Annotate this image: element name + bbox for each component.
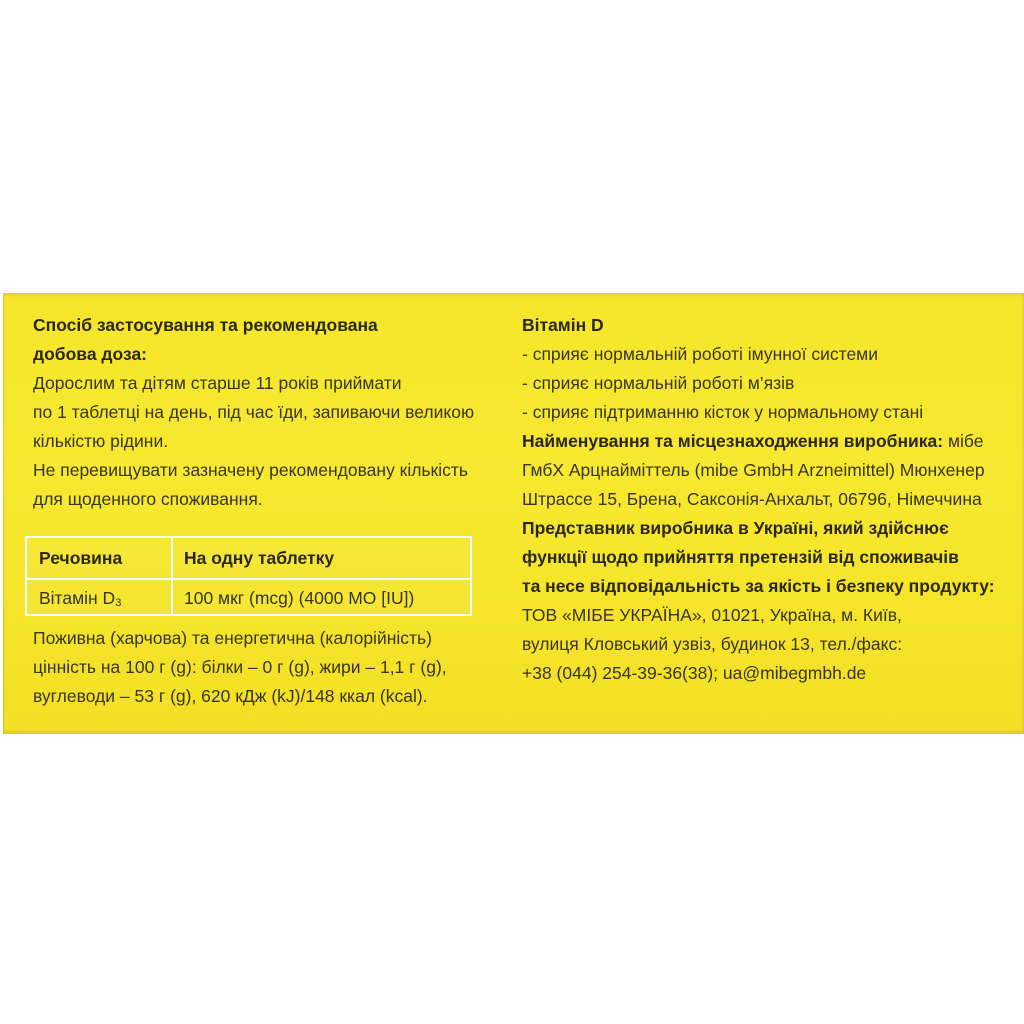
usage-line: Дорослим та дітям старше 11 років приймати — [33, 373, 402, 393]
usage-heading-line2: добова доза: — [33, 344, 148, 364]
vitamin-item: - сприяє нормальній роботі м’язів — [522, 373, 795, 393]
substance-name: Вітамін D — [39, 588, 116, 608]
table-divider — [171, 538, 173, 614]
vitamin-item: - сприяє підтриманню кісток у нормальному стані — [522, 402, 924, 422]
representative-heading-line: Представник виробника в Україні, який здійснює — [522, 518, 949, 538]
info-section — [522, 311, 1022, 688]
usage-line: для щоденного споживання. — [33, 489, 263, 509]
representative-heading-line: та несе відповідальність за якість і безпеку продукту: — [522, 576, 995, 596]
representative-line: вулиця Кловський узвіз, будинок 13, тел./факс: — [522, 634, 903, 654]
manufacturer-line: Штрассе 15, Брена, Саксонія-Анхальт, 06796, Німеччина — [522, 489, 982, 509]
representative-line: +38 (044) 254-39-36(38); ua@mibegmbh.de — [522, 663, 867, 683]
manufacturer-line: ГмбХ Арцнайміттель (mibe GmbH Arzneimittel) Мюнхенер — [522, 460, 985, 480]
manufacturer-line1 — [522, 427, 1022, 456]
table-header-per-tablet: На одну таблетку — [184, 548, 335, 568]
manufacturer-name-start: мібе — [943, 431, 984, 451]
table-header-substance: Речовина — [39, 548, 123, 568]
table-cell-amount: 100 мкг (mcg) (4000 МО [IU]) — [184, 588, 415, 608]
usage-heading-line1: Спосіб застосування та рекомендована — [33, 315, 378, 335]
usage-line: кількістю рідини. — [33, 431, 169, 451]
composition-table — [25, 536, 472, 616]
vitamin-item: - сприяє нормальній роботі імунної системи — [522, 344, 878, 364]
substance-subscript: 3 — [115, 597, 122, 609]
representative-line: ТОВ «МІБЕ УКРАЇНА», 01021, Україна, м. Київ, — [522, 605, 902, 625]
representative-heading-line: функції щодо прийняття претензій від споживачів — [522, 547, 959, 567]
table-cell-substance — [39, 588, 121, 609]
usage-line: Не перевищувати зазначену рекомендовану кількість — [33, 460, 468, 480]
nutrition-section — [33, 624, 503, 711]
nutrition-line: вуглеводи – 53 г (g), 620 кДж (kJ)/148 ккал (kcal). — [33, 686, 428, 706]
usage-section — [33, 311, 493, 514]
nutrition-line: цінність на 100 г (g): білки – 0 г (g), жири – 1,1 г (g), — [33, 657, 447, 677]
vitamin-heading: Вітамін D — [522, 315, 604, 335]
nutrition-line: Поживна (харчова) та енергетична (калорійність) — [33, 628, 432, 648]
usage-line: по 1 таблетці на день, під час їди, запиваючи великою — [33, 402, 475, 422]
manufacturer-label: Найменування та місцезнаходження виробника: — [522, 431, 944, 451]
